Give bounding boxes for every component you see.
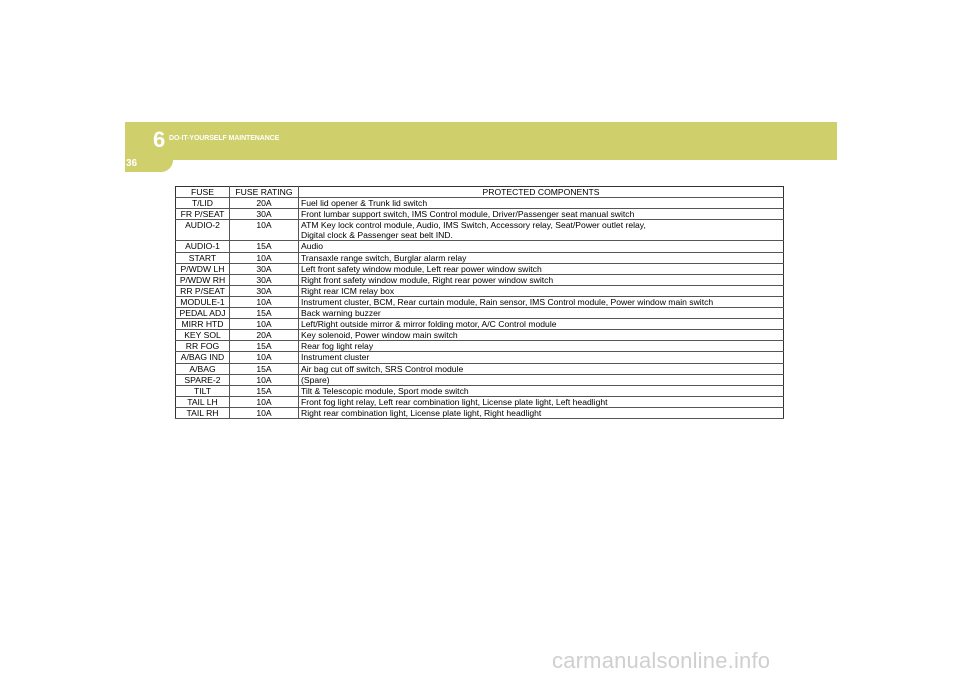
component-line: Tilt & Telescopic module, Sport mode switch (301, 385, 469, 396)
fuse-name-cell: SPARE-2 (176, 374, 230, 385)
fuse-name-cell: TAIL RH (176, 407, 230, 418)
fuse-rating-cell: 10A (230, 352, 299, 363)
protected-components-cell (299, 241, 784, 252)
table-row (176, 341, 784, 352)
protected-components-cell (299, 385, 784, 396)
component-line: Digital clock & Passenger seat belt IND. (301, 230, 453, 241)
protected-components-cell (299, 220, 784, 241)
table-row (176, 198, 784, 209)
column-header-components: PROTECTED COMPONENTS (299, 187, 784, 198)
fuse-rating-cell: 10A (230, 296, 299, 307)
protected-components-cell (299, 209, 784, 220)
component-line: Audio (301, 241, 323, 252)
fuse-rating-cell: 30A (230, 263, 299, 274)
table-row (176, 296, 784, 307)
fuse-name-cell: TAIL LH (176, 396, 230, 407)
fuse-name-cell: P/WDW RH (176, 274, 230, 285)
table-row (176, 407, 784, 418)
fuse-name-cell: P/WDW LH (176, 263, 230, 274)
table-row (176, 352, 784, 363)
watermark: carmanualsonline.info (552, 648, 771, 673)
table-row (176, 263, 784, 274)
protected-components-cell (299, 319, 784, 330)
protected-components-cell (299, 363, 784, 374)
component-line: Right rear ICM relay box (301, 285, 395, 296)
table-header-row (176, 187, 784, 198)
chapter-number: 6 (153, 127, 166, 152)
component-line: Key solenoid, Power window main switch (301, 330, 458, 341)
column-header-fuse: FUSE (176, 187, 230, 198)
component-line: Front fog light relay, Left rear combination light, License plate light, Left headlight (301, 396, 608, 407)
table-row (176, 252, 784, 263)
column-header-rating: FUSE RATING (230, 187, 299, 198)
component-line: Left/Right outside mirror & mirror folding motor, A/C Control module (301, 319, 557, 330)
protected-components-cell (299, 274, 784, 285)
table-row (176, 396, 784, 407)
fuse-name-cell: A/BAG IND (176, 352, 230, 363)
fuse-name-cell: PEDAL ADJ (176, 308, 230, 319)
protected-components-cell (299, 308, 784, 319)
table-row (176, 363, 784, 374)
table-row (176, 241, 784, 252)
fuse-rating-cell: 30A (230, 285, 299, 296)
component-line: Instrument cluster, BCM, Rear curtain module, Rain sensor, IMS Control module, Power window main switch (301, 296, 714, 307)
protected-components-cell (299, 407, 784, 418)
fuse-name-cell: AUDIO-2 (176, 220, 230, 241)
protected-components-cell (299, 263, 784, 274)
protected-components-cell (299, 330, 784, 341)
protected-components-cell (299, 352, 784, 363)
component-line: Instrument cluster (301, 352, 370, 363)
component-line: Transaxle range switch, Burglar alarm relay (301, 252, 467, 263)
fuse-rating-cell: 15A (230, 341, 299, 352)
component-line: Right front safety window module, Right rear power window switch (301, 274, 554, 285)
fuse-rating-cell: 15A (230, 308, 299, 319)
fuse-rating-cell: 10A (230, 252, 299, 263)
table-row (176, 385, 784, 396)
component-line: Back warning buzzer (301, 308, 381, 319)
table-row (176, 330, 784, 341)
protected-components-cell (299, 374, 784, 385)
table-row (176, 308, 784, 319)
fuse-name-cell: START (176, 252, 230, 263)
fuse-rating-cell: 15A (230, 385, 299, 396)
fuse-rating-cell: 30A (230, 274, 299, 285)
fuse-name-cell: KEY SOL (176, 330, 230, 341)
component-line: Fuel lid opener & Trunk lid switch (301, 198, 428, 209)
protected-components-cell (299, 296, 784, 307)
table-row (176, 319, 784, 330)
fuse-name-cell: MODULE-1 (176, 296, 230, 307)
fuse-name-cell: T/LID (176, 198, 230, 209)
component-line: Front lumbar support switch, IMS Control module, Driver/Passenger seat manual switch (301, 209, 635, 220)
component-line: (Spare) (301, 374, 330, 385)
protected-components-cell (299, 252, 784, 263)
fuse-table-body (176, 198, 784, 419)
chapter-title: DO-IT-YOURSELF MAINTENANCE (169, 135, 280, 142)
protected-components-cell (299, 198, 784, 209)
fuse-rating-cell: 10A (230, 220, 299, 241)
fuse-name-cell: RR FOG (176, 341, 230, 352)
protected-components-cell (299, 396, 784, 407)
fuse-rating-cell: 10A (230, 396, 299, 407)
fuse-rating-cell: 15A (230, 363, 299, 374)
component-line: Rear fog light relay (301, 341, 374, 352)
fuse-name-cell: RR P/SEAT (176, 285, 230, 296)
fuse-rating-cell: 10A (230, 407, 299, 418)
page-number: 36 (126, 158, 138, 169)
component-line: ATM Key lock control module, Audio, IMS Switch, Accessory relay, Seat/Power outlet relay, (301, 220, 646, 231)
fuse-rating-cell: 20A (230, 198, 299, 209)
table-row (176, 274, 784, 285)
table-row (176, 209, 784, 220)
fuse-name-cell: FR P/SEAT (176, 209, 230, 220)
fuse-name-cell: MIRR HTD (176, 319, 230, 330)
fuse-name-cell: A/BAG (176, 363, 230, 374)
component-line: Right rear combination light, License plate light, Right headlight (301, 407, 542, 418)
fuse-rating-cell: 15A (230, 241, 299, 252)
fuse-name-cell: TILT (176, 385, 230, 396)
table-row (176, 220, 784, 241)
table-row (176, 285, 784, 296)
component-line: Air bag cut off switch, SRS Control module (301, 363, 464, 374)
component-line: Left front safety window module, Left rear power window switch (301, 263, 542, 274)
fuse-rating-cell: 10A (230, 374, 299, 385)
protected-components-cell (299, 285, 784, 296)
fuse-rating-cell: 30A (230, 209, 299, 220)
fuse-table (175, 186, 784, 419)
fuse-rating-cell: 20A (230, 330, 299, 341)
table-row (176, 374, 784, 385)
fuse-name-cell: AUDIO-1 (176, 241, 230, 252)
protected-components-cell (299, 341, 784, 352)
fuse-rating-cell: 10A (230, 319, 299, 330)
